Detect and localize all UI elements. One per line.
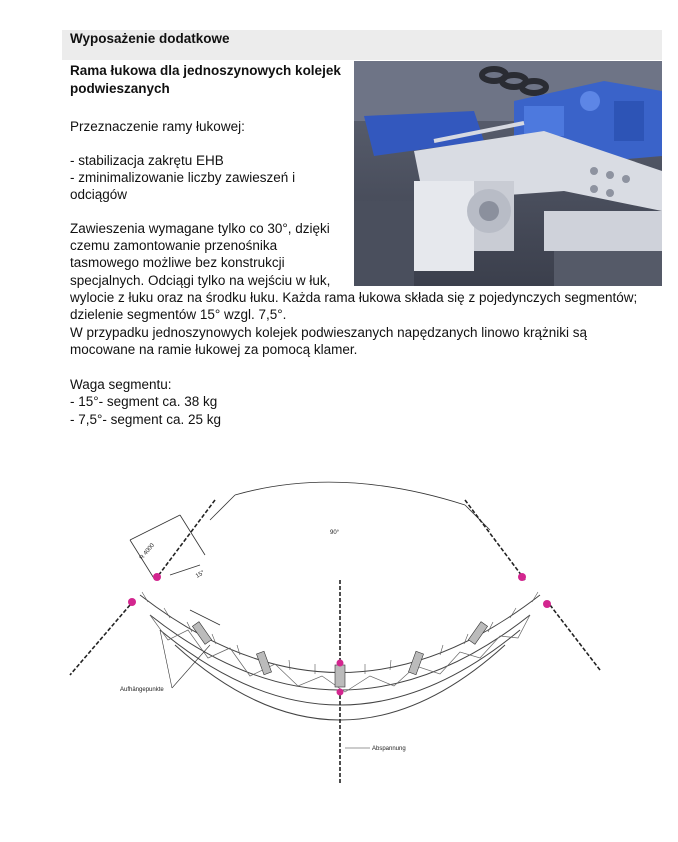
angle-label: 90° [330, 530, 340, 536]
paragraph-line: W przypadku jednoszynowych kolejek podwieszanych napędzanych linowo krążniki są [70, 325, 588, 340]
paragraph-line: Zawieszenia wymagane tylko co 30°, dzięki [70, 221, 330, 236]
purpose-bullet-2-cont: odciągów [70, 187, 128, 202]
segment-angle-label: 15° [195, 569, 206, 580]
purpose-bullet-2: - zminimalizowanie liczby zawieszeń i [70, 170, 296, 185]
section-title: Wyposażenie dodatkowe [70, 31, 230, 46]
radius-label: R 4000 [138, 542, 156, 562]
anchoring-label: Abspannung [372, 746, 406, 752]
weight-item-7-5: - 7,5°- segment ca. 25 kg [70, 412, 221, 427]
arc-frame-photo [354, 61, 662, 286]
paragraph-line: specjalnych. Odciągi tylko na wejściu w łuk, [70, 273, 331, 288]
weight-item-15: - 15°- segment ca. 38 kg [70, 394, 218, 409]
document-subtitle: Rama łukowa dla jednoszynowych kolejek podwieszanych [70, 63, 341, 96]
paragraph-line: czemu zamontowanie przenośnika [70, 238, 278, 253]
paragraph-line: wylocie z łuku oraz na środku łuku. Każda rama łukowa składa się z pojedynczych segmentów; [70, 290, 638, 305]
purpose-heading: Przeznaczenie ramy łukowej: [70, 119, 245, 134]
weight-heading: Waga segmentu: [70, 377, 172, 392]
purpose-bullet-1: - stabilizacja zakrętu EHB [70, 153, 224, 168]
suspension-points-label: Aufhängepunkte [120, 687, 164, 693]
arc-frame-diagram [60, 480, 620, 815]
paragraph-line: dzielenie segmentów 15° wzgl. 7,5°. [70, 307, 287, 322]
paragraph-line: tasmowego możliwe bez konstrukcji [70, 255, 285, 270]
paragraph-line: mocowane na ramie łukowej za pomocą klamer. [70, 342, 358, 357]
